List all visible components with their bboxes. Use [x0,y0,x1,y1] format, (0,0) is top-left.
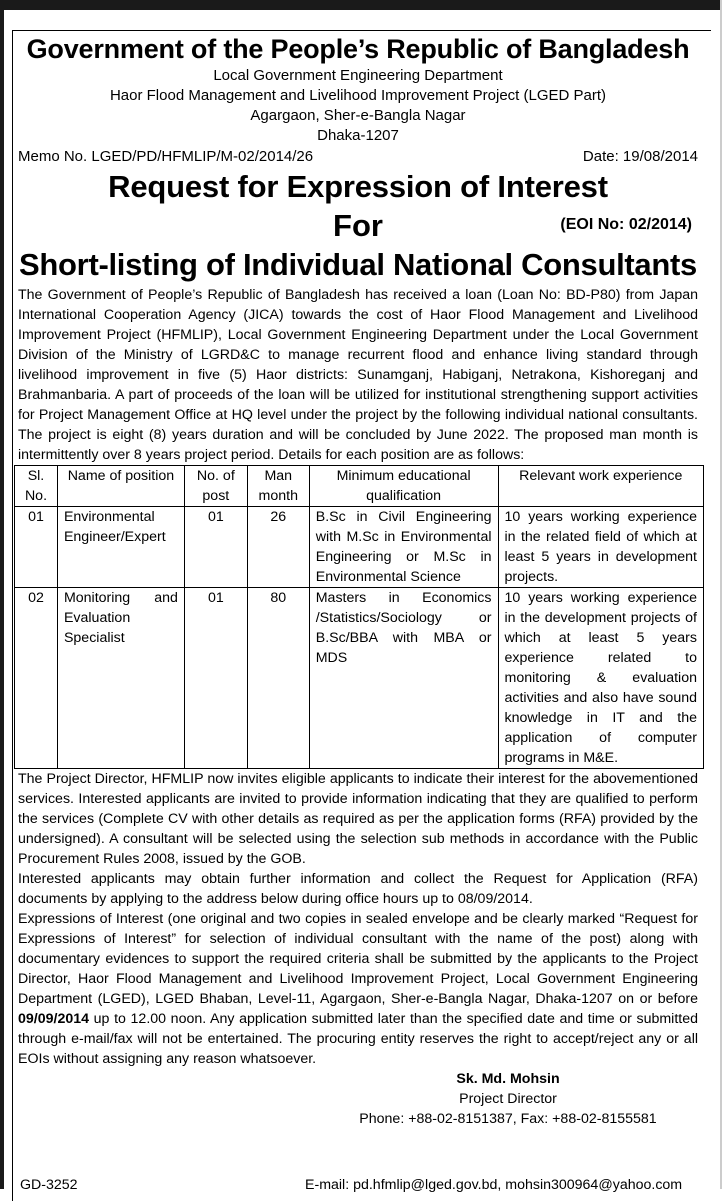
eoi-number: (EOI No: 02/2014) [560,216,692,233]
rfa-paragraph: Interested applicants may obtain further information and collect the Request for Application (RFA) documents by applying to the address below during office hours up to 08/09/2014. [18,871,698,907]
cell-sl: 01 [15,507,58,588]
address-line-2: Dhaka-1207 [317,127,399,144]
cell-qualification: Masters in Economics /Statistics/Sociology or B.Sc/BBA with MBA or MDS [309,588,498,769]
address-line-1: Agargaon, Sher-e-Bangla Nagar [250,107,466,124]
invitation-paragraph: The Project Director, HFMLIP now invites eligible applicants to indicate their interest for the abovementioned services. Interested applicants are invited to provide information indicating that they are qualified to perform the services (Complete CV with other details as required as per the application forms (RFA) provided by the undersigned). A consultant will be selected using the selection sub methods in accordance with the Public Procurement Rules 2008, issued by the GOB. [18,771,698,867]
table-header-row [15,466,704,507]
header-sl: Sl. No. [15,466,58,507]
cell-posts: 01 [184,588,247,769]
cell-qualification: B.Sc in Civil Engineering with M.Sc in Environmental Engineering or M.Sc in Environmental Science [309,507,498,588]
title-line-3: Short-listing of Individual National Consultants [19,247,697,282]
cell-experience: 10 years working experience in the related field of which at least 5 years in development projects. [498,507,704,588]
cell-position: Monitoring and Evaluation Specialist [57,588,184,769]
table-row [15,507,704,588]
header-qualification: Minimum educational qualification [309,466,498,507]
department-line: Local Government Engineering Department [213,67,503,84]
memo-row [18,147,698,167]
cell-month: 26 [247,507,309,588]
government-heading: Government of the People’s Republic of Bangladesh [26,34,690,64]
gd-code: GD-3252 [20,1177,78,1193]
cell-month: 80 [247,588,309,769]
header-month: Man month [247,466,309,507]
submission-text-2: up to 12.00 noon. Any application submitted later than the specified date and time or submitted through e-mail/fax will not be entertained. The procuring entity reserves the right to accept/reject any or all EOIs without assigning any reason whatsoever. [18,1011,698,1067]
memo-date: Date: 19/08/2014 [582,148,698,165]
header-name: Name of position [57,466,184,507]
scan-left-border [0,0,4,1189]
submission-text-1: Expressions of Interest (one original and two copies in sealed envelope and be clearly marked “Request for Expressions of Interest” for selection of individual consultant with the name of the post) along with documentary evidences to support the required criteria shall be submitted by the applicants to the Project Director, Haor Flood Management and Livelihood Improvement Project, Local Government Engineering Department (LGED), LGED Bhaban, Level-11, Agargaon, Sher-e-Bangla Nagar, Dhaka-1207 on or before [18,911,698,1007]
title-line-1: Request for Expression of Interest [108,169,608,204]
cell-sl: 02 [15,588,58,769]
signatory-phone: Phone: +88-02-8151387, Fax: +88-02-8155581 [359,1111,657,1127]
scan-top-border [0,0,722,10]
header-experience: Relevant work experience [498,466,704,507]
title-for-row [18,207,698,245]
project-line: Haor Flood Management and Livelihood Improvement Project (LGED Part) [109,87,607,104]
submission-deadline: 09/09/2014 [18,1011,90,1027]
cell-position: Environmental Engineer/Expert [57,507,184,588]
positions-table [14,465,704,769]
cell-experience: 10 years working experience in the development projects of which at least 5 years experience related to monitoring & evaluation activities and also have sound knowledge in IT and the application of computer programs in M&E. [498,588,704,769]
submission-paragraph [18,909,698,1069]
signatory-email: E-mail: pd.hfmlip@lged.gov.bd, mohsin300964@yahoo.com [305,1177,683,1193]
intro-paragraph: The Government of People’s Republic of Bangladesh has received a loan (Loan No: BD-P80) from Japan International Cooperation Agency (JICA) towards the cost of Haor Flood Management and Livelihood Improvement Project (HFMLIP), Local Government Engineering Department under the Local Government Division of the Ministry of LGRD&C to manage recurrent flood and enhance living standard through livelihood improvement in five (5) Haor districts: Sunamganj, Habiganj, Netrakona, Kishoreganj and Brahmanbaria. A part of proceeds of the loan will be utilized for institutional strengthening support activities for Project Management Office at HQ level under the project by the following individual national consultants. The project is eight (8) years duration and will be concluded by June 2022. The proposed man month is intermittently over 8 years project period. Details for each position are as follows: [18,287,698,463]
signature-block [318,1069,698,1129]
memo-number: Memo No. LGED/PD/HFMLIP/M-02/2014/26 [18,148,314,165]
table-row [15,588,704,769]
signatory-name: Sk. Md. Mohsin [456,1071,560,1087]
title-line-2: For [333,208,383,243]
signatory-designation: Project Director [459,1091,557,1107]
notice-content [18,32,698,1129]
header-posts: No. of post [184,466,247,507]
cell-posts: 01 [184,507,247,588]
